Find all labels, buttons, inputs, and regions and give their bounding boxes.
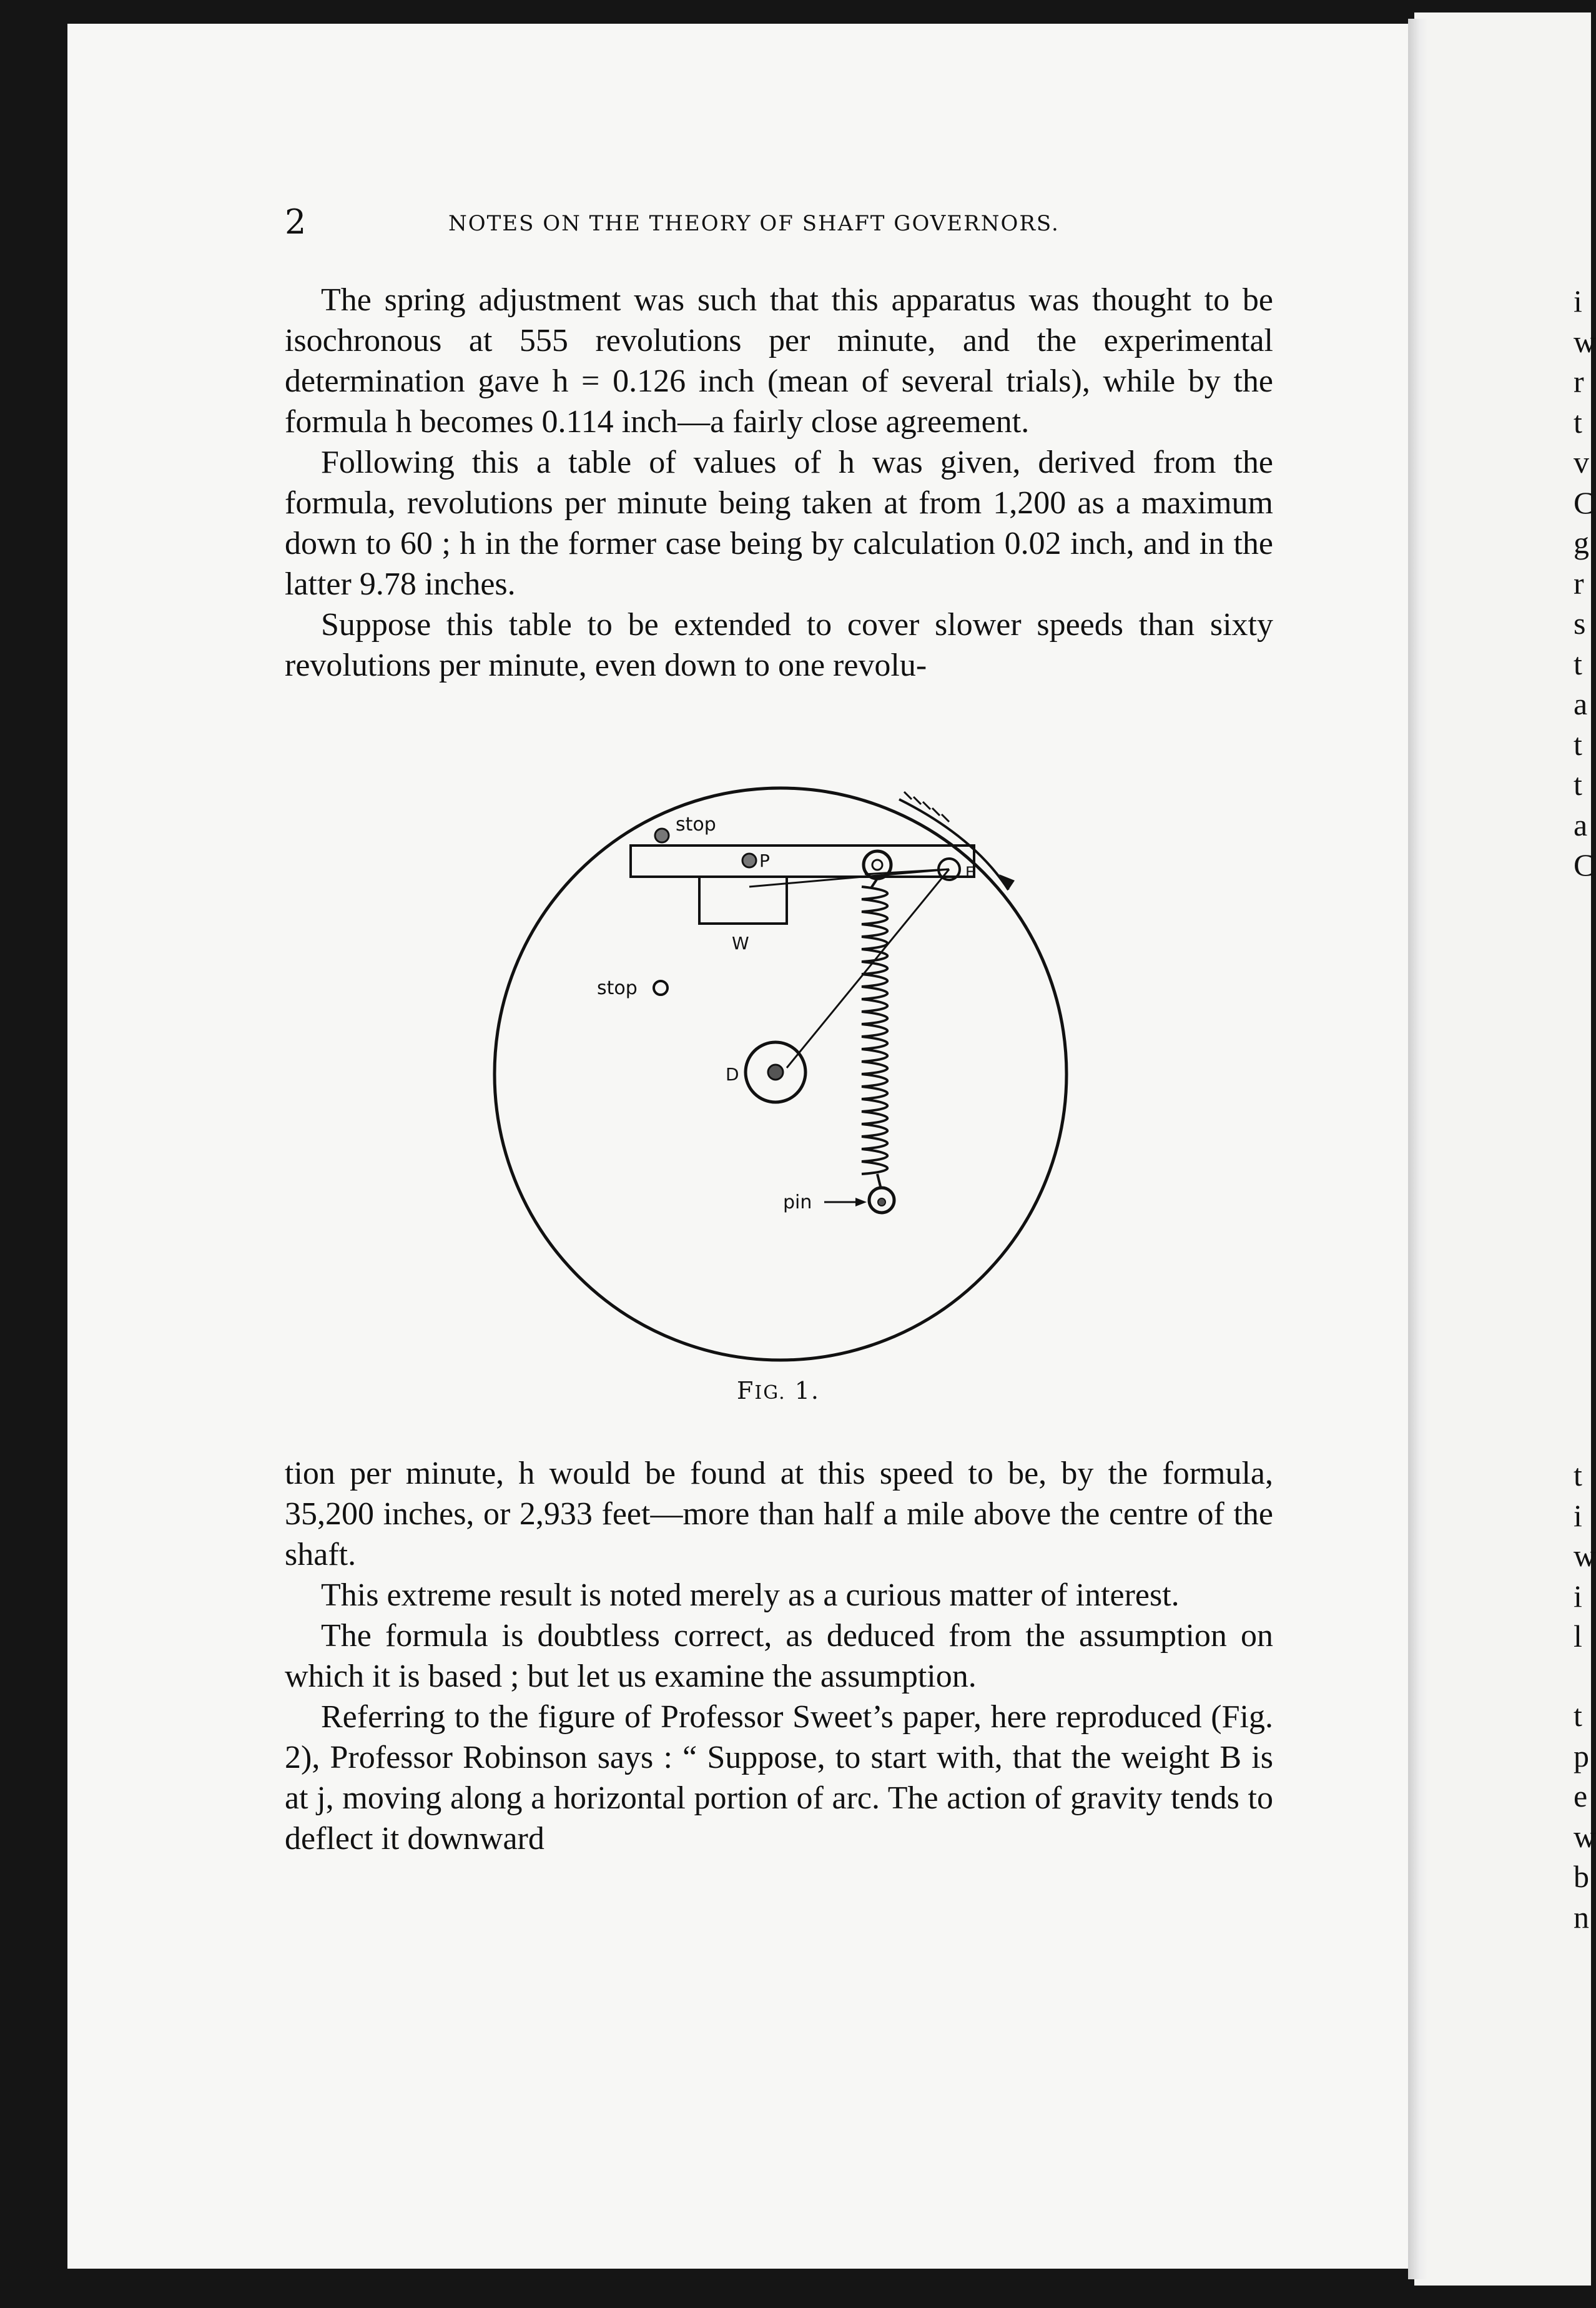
fragment-letter: n: [1574, 1899, 1589, 1935]
fragment-letter: v: [1574, 445, 1589, 480]
fragment-letter: w: [1574, 323, 1596, 359]
fragment-letter: l: [1574, 1619, 1582, 1654]
fragment-letter: g: [1574, 525, 1589, 560]
paragraph: This extreme result is noted merely as a curious matter of interest.: [321, 1577, 1180, 1613]
fragment-letter: C: [1574, 847, 1595, 882]
spring-coil: [862, 879, 887, 1186]
page-header: [285, 199, 1273, 242]
fragment-letter: b: [1574, 1859, 1589, 1894]
fragment-letter: w: [1574, 1538, 1596, 1573]
figure-governor-diagram: [487, 781, 1074, 1368]
label-e: E: [965, 864, 975, 881]
label-pin: pin: [783, 1191, 812, 1213]
paragraph: Following this a table of values of h was given, derived from the formula, revolutions per minute being taken at from 1,200 as a maximum down to 60 ; h in the former case being by calculation 0.02 inch, and in the latter 9.78 inches.: [285, 445, 1273, 602]
caption-smallcaps: IG.: [754, 1382, 786, 1404]
book-gutter: [1408, 19, 1428, 2279]
fragment-letter: t: [1574, 767, 1582, 802]
label-w: W: [732, 933, 749, 954]
paragraph: Referring to the figure of Professor Sweet’s paper, here reproduced (Fig. 2), Professor Robinson says : “ Suppose, to start with, that the weight B is at j, moving along a horizontal portion of arc. The action of gravity tends to deflect it downward: [285, 1699, 1273, 1857]
fragment-letter: t: [1574, 1698, 1582, 1733]
fragment-letter: r: [1574, 364, 1584, 399]
fragment-letter: a: [1574, 807, 1588, 842]
fragment-letter: t: [1574, 726, 1582, 762]
label-stop-left: stop: [597, 977, 638, 999]
fragment-letter: i: [1574, 284, 1582, 318]
fragment-letter: p: [1574, 1738, 1589, 1773]
caption-number: 1.: [786, 1377, 820, 1404]
fragment-letter: r: [1574, 565, 1584, 601]
fragment-letter: w: [1574, 1818, 1596, 1854]
paragraph: The formula is doubtless correct, as deduced from the assumption on which it is based ; but let us examine the assumption.: [285, 1618, 1273, 1694]
next-page-fragments-top: [1574, 281, 1596, 885]
pivot-p: [742, 854, 756, 867]
fragment-letter: C: [1574, 485, 1595, 520]
next-page-fragments-bottom: [1574, 1695, 1596, 1937]
caption-prefix: F: [737, 1377, 755, 1404]
paragraph: tion per minute, h would be found at this speed to be, by the formula, 35,200 inches, or 2,933 feet—more than half a mile above the centre of the shaft.: [285, 1456, 1273, 1572]
paragraph: The spring adjustment was such that this apparatus was thought to be isochronous at 555 revolutions per minute, and the experimental determination gave h = 0.126 inch (mean of several trials), while by the formula h becomes 0.114 inch—a fairly close agreement.: [285, 282, 1273, 440]
fragment-letter: a: [1574, 686, 1588, 721]
fragment-letter: s: [1574, 606, 1586, 641]
fragment-letter: t: [1574, 1457, 1582, 1492]
text-block-top: [285, 280, 1273, 686]
figure-caption: [737, 1377, 820, 1404]
label-p: P: [759, 851, 770, 871]
stop-left-marker: [654, 981, 667, 995]
page-number: 2: [285, 202, 307, 242]
fragment-letter: e: [1574, 1778, 1588, 1813]
text-block-bottom: [285, 1453, 1273, 1859]
label-d: D: [726, 1064, 739, 1085]
label-stop-top: stop: [676, 814, 716, 836]
facing-page-edge: [1414, 12, 1596, 2286]
running-title: NOTES ON THE THEORY OF SHAFT GOVERNORS.: [448, 211, 1060, 236]
fragment-letter: t: [1574, 646, 1582, 681]
paragraph: Suppose this table to be extended to cover slower speeds than sixty revolutions per minute, even down to one revolu-: [285, 607, 1273, 683]
next-page-fragments-middle: [1574, 1455, 1596, 1657]
fragment-letter: i: [1574, 1578, 1582, 1614]
fragment-letter: t: [1574, 404, 1582, 440]
stop-top-marker: [655, 829, 669, 842]
fragment-letter: i: [1574, 1497, 1582, 1533]
